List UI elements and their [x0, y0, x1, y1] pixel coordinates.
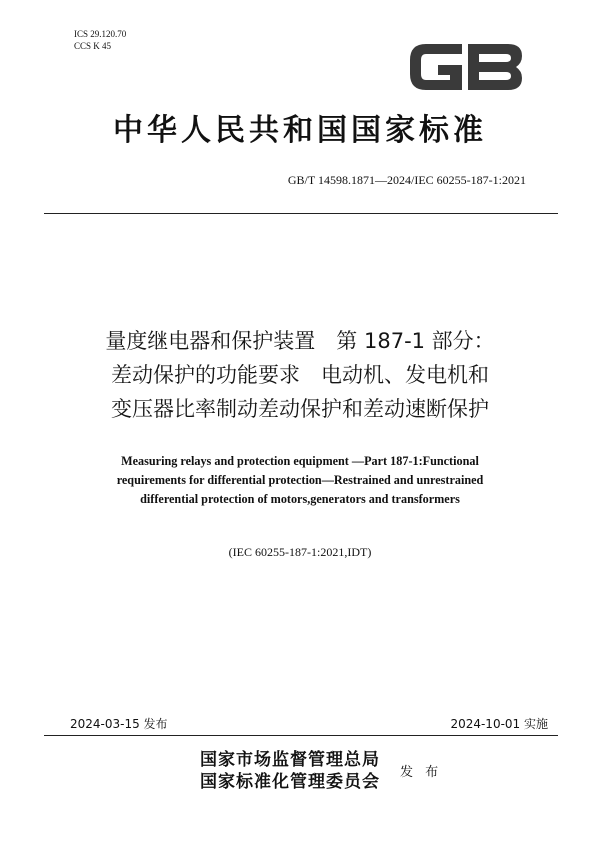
issuing-authorities — [200, 749, 380, 793]
ccs-code: CCS K 45 — [74, 41, 112, 51]
publish-date: 2024-03-15 发布 — [70, 717, 168, 731]
idt-note: (IEC 60255-187-1:2021,IDT) — [228, 545, 372, 559]
chinese-title-line-2: 差动保护的功能要求 电动机、发电机和 — [111, 363, 489, 387]
top-divider — [44, 213, 558, 214]
national-standard-title: 中华人民共和国国家标准 — [113, 113, 487, 148]
english-title-line-2: requirements for differential protection—Restrained and unrestrained — [116, 473, 484, 487]
chinese-title-line-1: 量度继电器和保护装置 第 187-1 部分： — [105, 329, 495, 353]
chinese-title — [0, 324, 600, 426]
english-title-line-1: Measuring relays and protection equipment —Part 187-1:Functional — [121, 454, 479, 468]
chinese-title-line-3: 变压器比率制动差动保护和差动速断保护 — [111, 397, 489, 421]
standard-number: GB/T 14598.1871—2024/IEC 60255-187-1:2021 — [287, 173, 526, 187]
english-title — [60, 452, 540, 509]
ics-code: ICS 29.120.70 — [74, 29, 127, 39]
classification-codes — [74, 28, 126, 52]
issuer-sac: 国家标准化管理委员会 — [200, 772, 380, 792]
publish-label: 发 布 — [400, 765, 443, 780]
implement-date: 2024-10-01 实施 — [450, 717, 548, 731]
bottom-divider — [44, 735, 558, 736]
english-title-line-3: differential protection of motors,generators and transformers — [140, 492, 460, 506]
issuer-samr: 国家市场监督管理总局 — [200, 750, 380, 770]
gb-logo — [404, 38, 528, 96]
